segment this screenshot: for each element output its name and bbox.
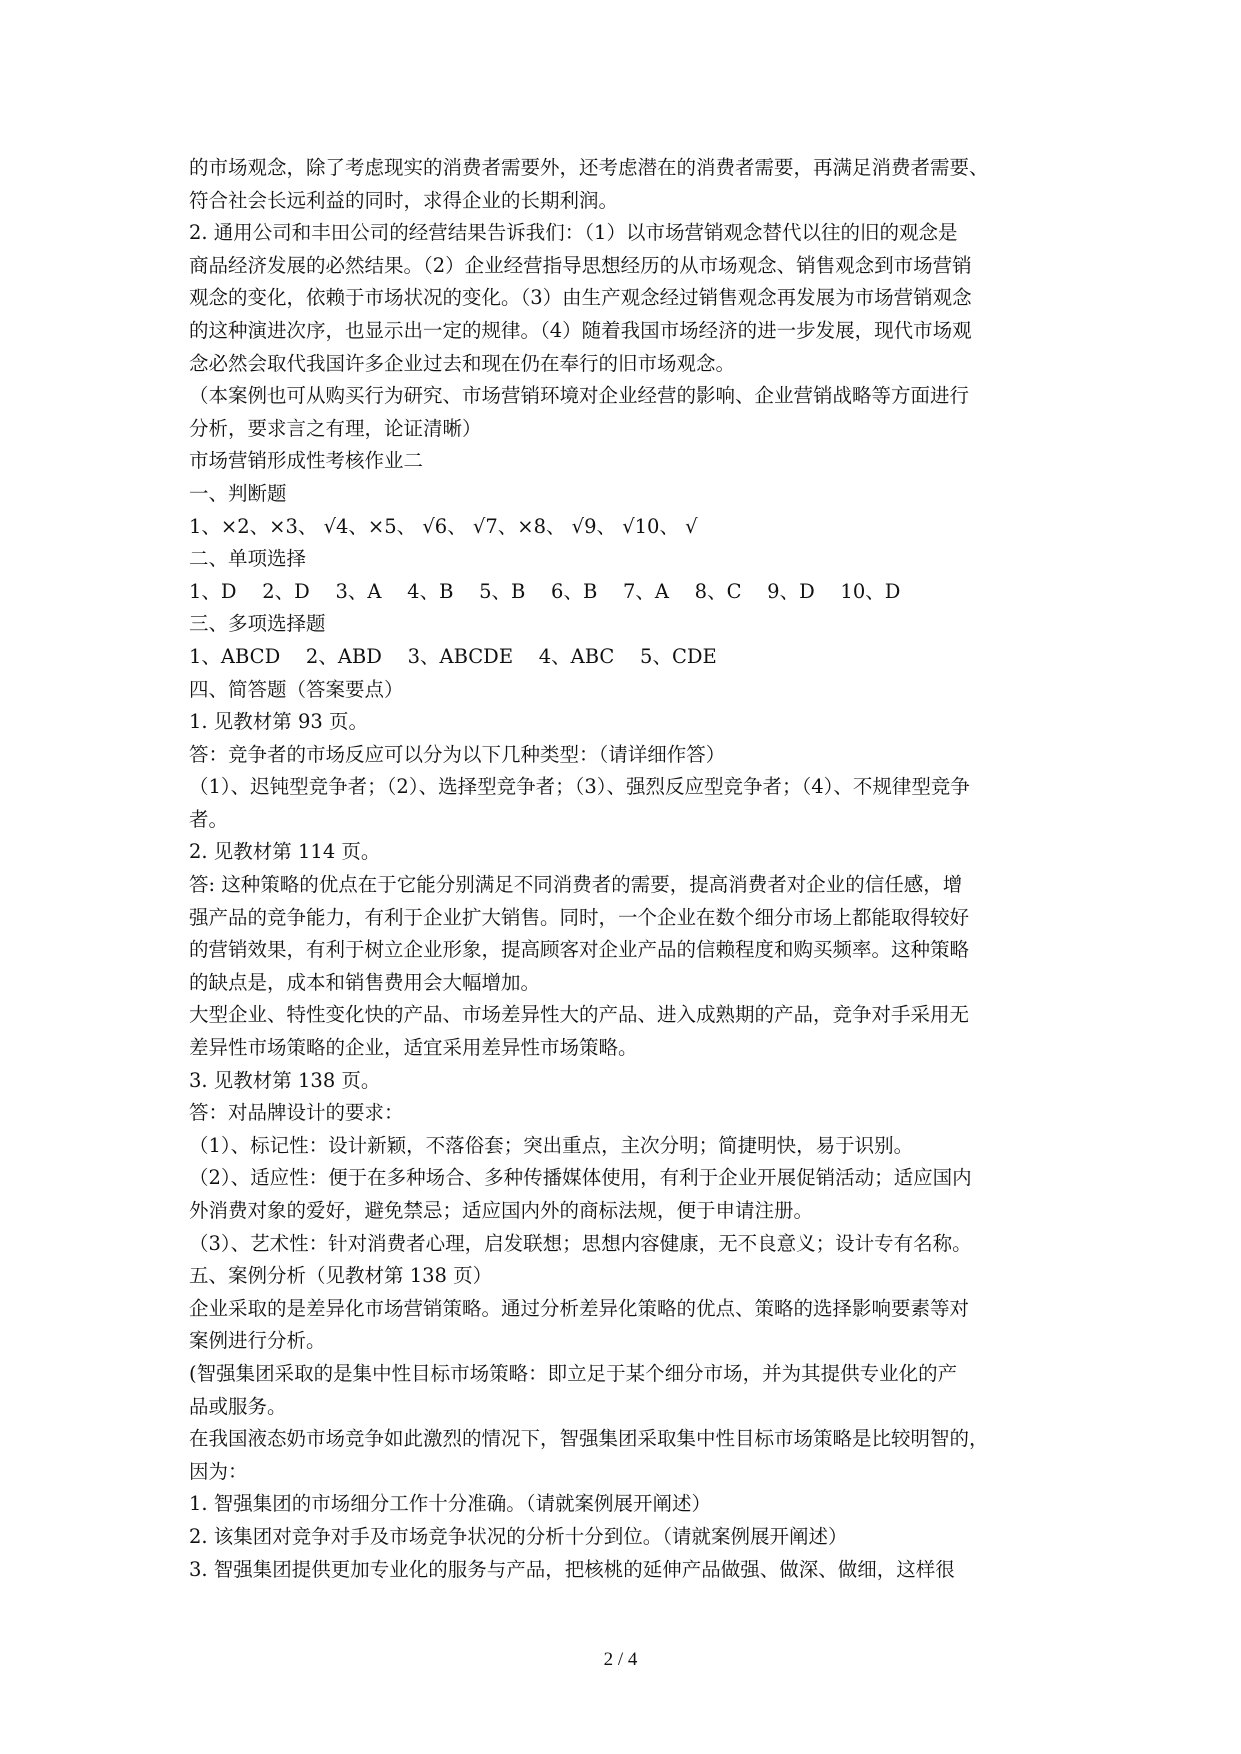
text-line: 符合社会长远利益的同时，求得企业的长期利润。 [189, 188, 619, 212]
page-number: 2 / 4 [603, 1649, 638, 1670]
text-line: 2. 见教材第 114 页。 [189, 840, 381, 864]
text-line: 品或服务。 [189, 1394, 287, 1418]
text-line: 强产品的竞争能力，有利于企业扩大销售。同时，一个企业在数个细分市场上都能取得较好 [189, 905, 970, 929]
text-line: （2）、适应性：便于在多种场合、多种传播媒体使用，有利于企业开展促销活动；适应国内 [189, 1166, 972, 1190]
text-line: 大型企业、特性变化快的产品、市场差异性大的产品、进入成熟期的产品，竞争对手采用无 [189, 1003, 970, 1027]
text-line: 2. 通用公司和丰田公司的经营结果告诉我们：（1）以市场营销观念替代以往的旧的观念是 [189, 221, 958, 245]
answer-line: 1、×2、×3、 √4、×5、 √6、 √7、×8、 √9、 √10、 √ [189, 514, 698, 538]
section-heading: 一、判断题 [189, 481, 287, 505]
text-line: 的缺点是，成本和销售费用会大幅增加。 [189, 970, 541, 994]
section-heading: 二、单项选择 [189, 547, 307, 571]
text-line: (智强集团采取的是集中性目标市场策略：即立足于某个细分市场，并为其提供专业化的产 [189, 1361, 958, 1385]
text-line: 1. 智强集团的市场细分工作十分准确。（请就案例展开阐述） [189, 1492, 712, 1516]
text-line: 分析，要求言之有理，论证清晰） [189, 416, 482, 440]
text-line: 企业采取的是差异化市场营销策略。通过分析差异化策略的优点、策略的选择影响要素等对 [189, 1296, 970, 1320]
answer-line: 1、ABCD 2、ABD 3、ABCDE 4、ABC 5、CDE [189, 644, 717, 668]
section-heading: 三、多项选择题 [189, 612, 326, 636]
text-line: 2. 该集团对竞争对手及市场竞争状况的分析十分到位。（请就案例展开阐述） [189, 1524, 848, 1548]
text-line: 3. 智强集团提供更加专业化的服务与产品，把核桃的延伸产品做强、做深、做细，这样很 [189, 1557, 955, 1581]
text-line: 的营销效果，有利于树立企业形象，提高顾客对企业产品的信赖程度和购买频率。这种策略 [189, 938, 970, 962]
text-line: （本案例也可从购买行为研究、市场营销环境对企业经营的影响、企业营销战略等方面进行 [189, 384, 970, 408]
text-line: 商品经济发展的必然结果。（2）企业经营指导思想经历的从市场观念、销售观念到市场营销 [189, 253, 972, 277]
text-line: 的这种演进次序，也显示出一定的规律。（4）随着我国市场经济的进一步发展，现代市场观 [189, 318, 972, 342]
text-line: 观念的变化，依赖于市场状况的变化。（3）由生产观念经过销售观念再发展为市场营销观念 [189, 286, 972, 310]
answer-line: 1、D 2、D 3、A 4、B 5、B 6、B 7、A 8、C 9、D 10、D [189, 579, 901, 603]
section-heading: 四、简答题（答案要点） [189, 677, 404, 701]
text-line: 答: 这种策略的优点在于它能分别满足不同消费者的需要，提高消费者对企业的信任感，增 [189, 873, 963, 897]
text-line: （1）、标记性：设计新颖，不落俗套；突出重点，主次分明；简捷明快，易于识别。 [189, 1133, 914, 1157]
document-body [189, 152, 1069, 1586]
text-line: 差异性市场策略的企业，适宜采用差异性市场策略。 [189, 1036, 638, 1060]
text-line: 在我国液态奶市场竞争如此激烈的情况下，智强集团采取集中性目标市场策略是比较明智的， [189, 1427, 989, 1451]
text-line: 3. 见教材第 138 页。 [189, 1068, 381, 1092]
text-line: 外消费对象的爱好，避免禁忌；适应国内外的商标法规，便于申请注册。 [189, 1199, 814, 1222]
text-line: 案例进行分析。 [189, 1329, 326, 1353]
text-line: 答：竞争者的市场反应可以分为以下几种类型：（请详细作答） [189, 742, 726, 766]
text-line: 答：对品牌设计的要求： [189, 1101, 404, 1125]
text-line: 者。 [189, 807, 229, 831]
text-line: （3）、艺术性：针对消费者心理，启发联想；思想内容健康，无不良意义；设计专有名称。 [189, 1231, 972, 1255]
section-heading: 五、案例分析（见教材第 138 页） [189, 1264, 493, 1288]
text-line: 念必然会取代我国许多企业过去和现在仍在奉行的旧市场观念。 [189, 351, 736, 375]
text-line: 的市场观念，除了考虑现实的消费者需要外，还考虑潜在的消费者需要，再满足消费者需要、 [189, 156, 989, 179]
text-line: 1. 见教材第 93 页。 [189, 710, 369, 734]
section-title: 市场营销形成性考核作业二 [189, 449, 424, 473]
text-line: （1）、迟钝型竞争者；（2）、选择型竞争者；（3）、强烈反应型竞争者；（4）、不规律型竞争 [189, 775, 970, 799]
text-line: 因为： [189, 1459, 248, 1483]
